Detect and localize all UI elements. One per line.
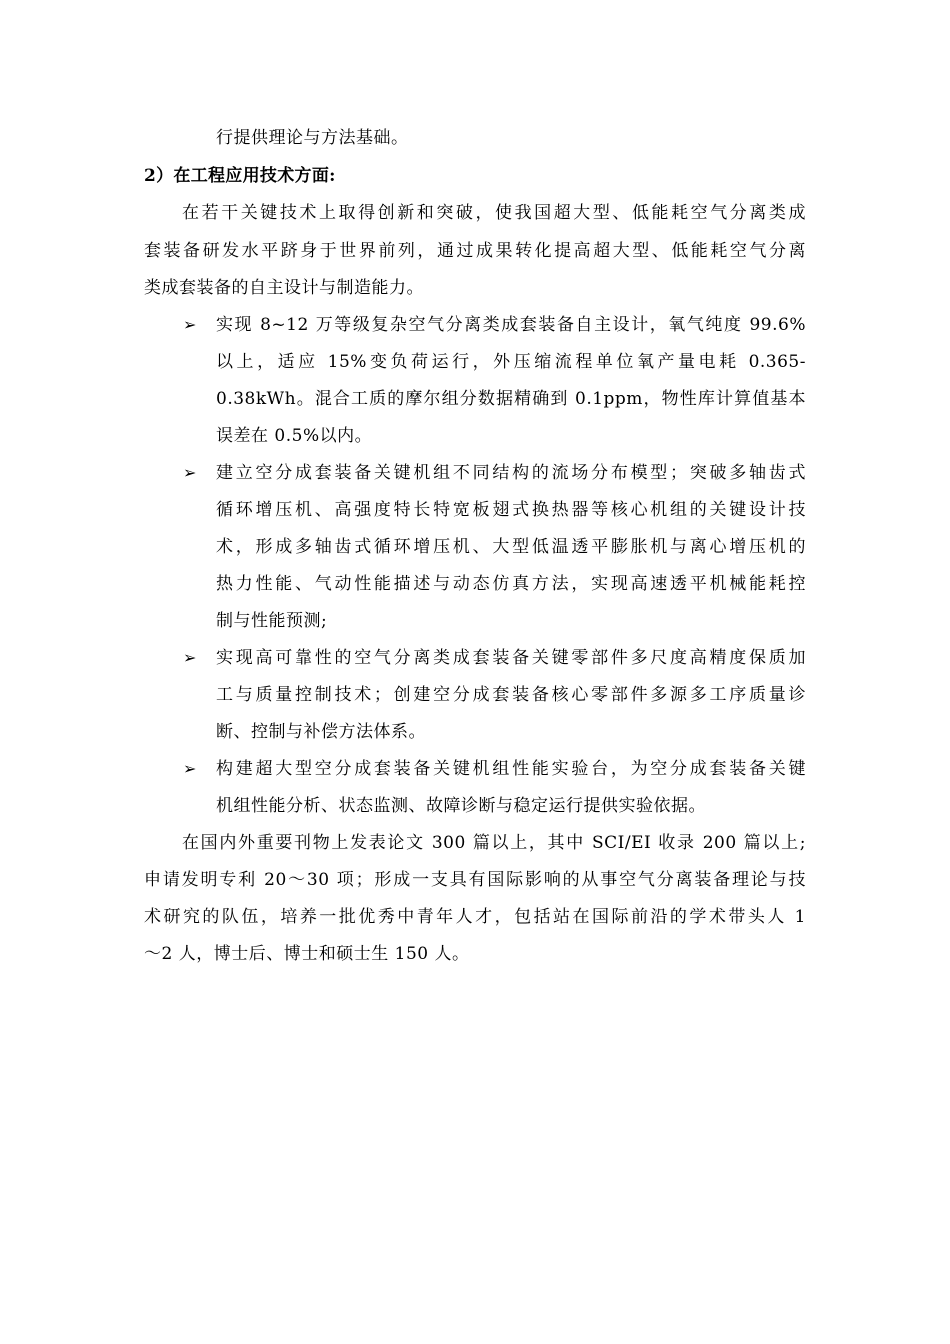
continuation-line: 行提供理论与方法基础。 bbox=[216, 128, 409, 148]
closing-line: 术研究的队伍，培养一批优秀中青年人才，包括站在国际前沿的学术带头人 1 bbox=[144, 907, 806, 927]
closing-line: 申请发明专利 20～30 项；形成一支具有国际影响的从事空气分离装备理论与技 bbox=[144, 870, 806, 890]
bullet-arrow-icon: ➢ bbox=[183, 759, 197, 778]
intro-line: 套装备研发水平跻身于世界前列，通过成果转化提高超大型、低能耗空气分离 bbox=[144, 241, 806, 261]
section-heading: 2）在工程应用技术方面: bbox=[144, 166, 336, 186]
closing-line: ～2 人，博士后、博士和硕士生 150 人。 bbox=[144, 944, 470, 964]
bullet-line: 实现 8~12 万等级复杂空气分离类成套装备自主设计，氧气纯度 99.6% bbox=[216, 315, 806, 335]
bullet-line: 误差在 0.5%以内。 bbox=[216, 426, 373, 446]
bullet-line: 以上，适应 15%变负荷运行，外压缩流程单位氧产量电耗 0.365- bbox=[216, 352, 806, 372]
bullet-line: 循环增压机、高强度特长特宽板翅式换热器等核心机组的关键设计技 bbox=[216, 500, 806, 520]
bullet-line: 构建超大型空分成套装备关键机组性能实验台，为空分成套装备关键 bbox=[216, 759, 806, 779]
bullet-arrow-icon: ➢ bbox=[183, 463, 197, 482]
bullet-line: 0.38kWh。混合工质的摩尔组分数据精确到 0.1ppm，物性库计算值基本 bbox=[216, 389, 806, 409]
bullet-arrow-icon: ➢ bbox=[183, 648, 197, 667]
bullet-line: 热力性能、气动性能描述与动态仿真方法，实现高速透平机械能耗控 bbox=[216, 574, 806, 594]
intro-line: 类成套装备的自主设计与制造能力。 bbox=[144, 278, 424, 298]
bullet-line: 断、控制与补偿方法体系。 bbox=[216, 722, 426, 742]
intro-line: 在若干关键技术上取得创新和突破，使我国超大型、低能耗空气分离类成 bbox=[182, 203, 806, 223]
closing-line: 在国内外重要刊物上发表论文 300 篇以上，其中 SCI/EI 收录 200 篇以上; bbox=[182, 833, 806, 853]
bullet-line: 工与质量控制技术；创建空分成套装备核心零部件多源多工序质量诊 bbox=[216, 685, 806, 705]
bullet-line: 制与性能预测; bbox=[216, 611, 328, 631]
bullet-line: 实现高可靠性的空气分离类成套装备关键零部件多尺度高精度保质加 bbox=[216, 648, 806, 668]
bullet-line: 术，形成多轴齿式循环增压机、大型低温透平膨胀机与离心增压机的 bbox=[216, 537, 806, 557]
bullet-line: 机组性能分析、状态监测、故障诊断与稳定运行提供实验依据。 bbox=[216, 796, 706, 816]
bullet-line: 建立空分成套装备关键机组不同结构的流场分布模型；突破多轴齿式 bbox=[216, 463, 806, 483]
bullet-arrow-icon: ➢ bbox=[183, 315, 197, 334]
